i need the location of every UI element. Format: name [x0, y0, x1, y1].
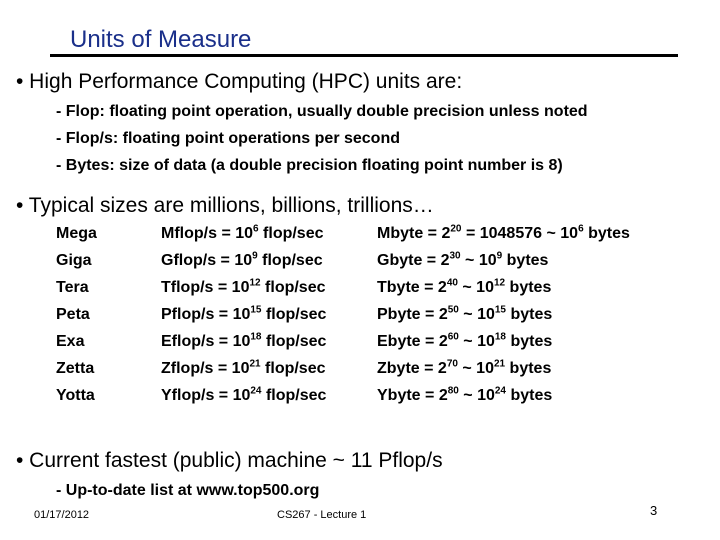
prefix-tera: Tera	[56, 279, 89, 296]
footer-course: CS267 - Lecture 1	[277, 509, 367, 521]
flop-rate-zetta	[161, 360, 326, 378]
byte-end: bytes	[502, 252, 549, 269]
bullet-hpc-units: • High Performance Computing (HPC) units are:	[16, 70, 463, 93]
byte-end: bytes	[505, 360, 552, 377]
flop-name: Yflop/s	[161, 387, 215, 404]
byte-tail: ~ 10	[460, 252, 497, 269]
sub-bullet-flops: - Flop/s: floating point operations per second	[56, 130, 400, 147]
byte-size-giga	[377, 252, 548, 270]
flop-rate-yotta	[161, 387, 326, 405]
flop-tail: flop/sec	[258, 225, 324, 242]
flop-rate-giga	[161, 252, 323, 270]
title-underline	[50, 26, 678, 57]
byte-size-yotta	[377, 387, 552, 405]
byte-name: Mbyte	[377, 225, 424, 242]
byte-mid: = 2	[419, 360, 447, 377]
flop-mid: = 10	[214, 333, 251, 350]
byte-tail: ~ 10	[458, 306, 495, 323]
flop-tail: flop/sec	[257, 252, 323, 269]
byte-mid: = 2	[420, 333, 448, 350]
bullet-typical-sizes: • Typical sizes are millions, billions, trillions…	[16, 194, 434, 217]
flop-mid: = 10	[213, 360, 250, 377]
byte-end: bytes	[583, 225, 630, 242]
flop-exp: 18	[250, 331, 262, 343]
byte-exp: 50	[447, 304, 459, 316]
bullet-fastest-machine: • Current fastest (public) machine ~ 11 Pflop/s	[16, 449, 443, 472]
sub-bullet-flop: - Flop: floating point operation, usually double precision unless noted	[56, 103, 588, 120]
flop-name: Tflop/s	[161, 279, 214, 296]
byte-tail: ~ 10	[457, 279, 494, 296]
byte-tail: ~ 10	[458, 333, 495, 350]
flop-exp: 24	[250, 385, 262, 397]
prefix-giga: Giga	[56, 252, 92, 269]
byte-tail: = 1048576 ~ 10	[461, 225, 579, 242]
byte-size-peta	[377, 306, 552, 324]
flop-name: Mflop/s	[161, 225, 217, 242]
byte-tail: ~ 10	[457, 360, 494, 377]
byte-mid: = 2	[422, 252, 450, 269]
flop-tail: flop/sec	[261, 333, 327, 350]
prefix-zetta: Zetta	[56, 360, 95, 377]
byte-name: Ybyte	[377, 387, 421, 404]
flop-rate-mega	[161, 225, 324, 243]
byte-exp2: 6	[578, 223, 584, 235]
byte-exp2: 12	[493, 277, 506, 289]
flop-mid: = 10	[217, 225, 254, 242]
sub-bullet-bytes: - Bytes: size of data (a double precision floating point number is 8)	[56, 157, 563, 174]
flop-mid: = 10	[213, 279, 250, 296]
byte-size-tera	[377, 279, 551, 297]
byte-exp: 70	[446, 358, 458, 370]
flop-exp: 15	[250, 304, 262, 316]
prefix-yotta: Yotta	[56, 387, 95, 404]
byte-exp: 60	[447, 331, 459, 343]
flop-name: Zflop/s	[161, 360, 214, 377]
byte-size-mega	[377, 225, 630, 243]
prefix-peta: Peta	[56, 306, 90, 323]
slide-title: Units of Measure	[70, 26, 252, 53]
byte-end: bytes	[506, 333, 553, 350]
byte-exp2: 21	[493, 358, 506, 370]
flop-exp: 6	[253, 223, 259, 235]
flop-tail: flop/sec	[260, 360, 326, 377]
byte-exp: 80	[447, 385, 459, 397]
byte-name: Pbyte	[377, 306, 421, 323]
byte-exp2: 18	[494, 331, 506, 343]
prefix-exa: Exa	[56, 333, 85, 350]
flop-name: Gflop/s	[161, 252, 217, 269]
flop-name: Pflop/s	[161, 306, 215, 323]
flop-mid: = 10	[214, 387, 251, 404]
flop-mid: = 10	[214, 306, 251, 323]
byte-end: bytes	[506, 387, 553, 404]
byte-exp: 20	[450, 223, 462, 235]
byte-mid: = 2	[420, 306, 448, 323]
flop-rate-exa	[161, 333, 326, 351]
byte-size-zetta	[377, 360, 551, 378]
byte-exp2: 9	[496, 250, 503, 262]
byte-exp: 30	[449, 250, 461, 262]
byte-name: Ebyte	[377, 333, 421, 350]
byte-mid: = 2	[419, 279, 447, 296]
byte-name: Gbyte	[377, 252, 423, 269]
footer-date: 01/17/2012	[34, 509, 90, 521]
byte-end: bytes	[505, 279, 552, 296]
byte-tail: ~ 10	[458, 387, 495, 404]
footer-page-number: 3	[650, 503, 658, 518]
flop-rate-peta	[161, 306, 326, 324]
byte-mid: = 2	[423, 225, 451, 242]
byte-exp2: 15	[494, 304, 506, 316]
byte-exp2: 24	[494, 385, 506, 397]
flop-rate-tera	[161, 279, 326, 297]
byte-mid: = 2	[420, 387, 448, 404]
byte-name: Tbyte	[377, 279, 420, 296]
byte-end: bytes	[506, 306, 553, 323]
flop-exp: 21	[249, 358, 261, 370]
flop-exp: 9	[252, 250, 258, 262]
byte-exp: 40	[446, 277, 458, 289]
flop-tail: flop/sec	[260, 279, 326, 296]
sub-bullet-top500: - Up-to-date list at www.top500.org	[56, 482, 320, 499]
flop-exp: 12	[249, 277, 261, 289]
flop-tail: flop/sec	[261, 306, 327, 323]
prefix-mega: Mega	[56, 225, 97, 242]
flop-mid: = 10	[216, 252, 253, 269]
flop-name: Eflop/s	[161, 333, 215, 350]
flop-tail: flop/sec	[261, 387, 327, 404]
byte-size-exa	[377, 333, 552, 351]
byte-name: Zbyte	[377, 360, 420, 377]
